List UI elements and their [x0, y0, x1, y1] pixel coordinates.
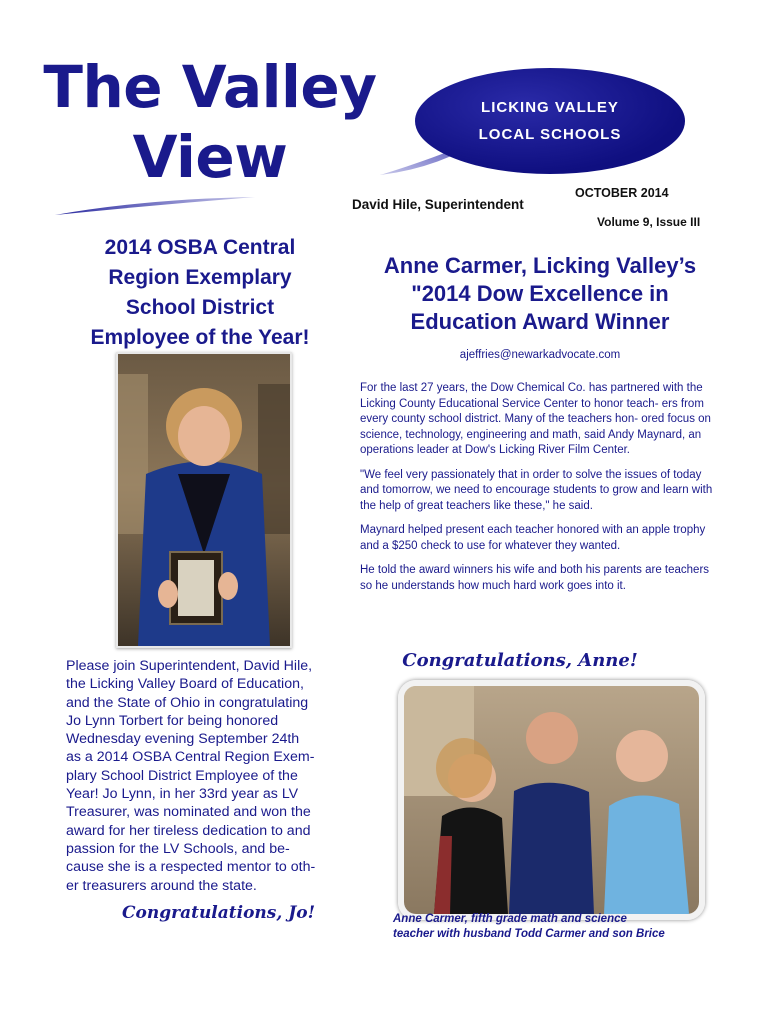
award-recipient-photo — [116, 352, 292, 648]
right-headline-line: "2014 Dow Excellence in — [411, 281, 669, 306]
caption-line: Anne Carmer, fifth grade math and science — [393, 913, 627, 925]
body-line: cause she is a respected mentor to oth- — [66, 859, 316, 876]
body-line: Treasurer, was nominated and won the — [66, 804, 311, 821]
issue-date: OCTOBER 2014 — [575, 186, 669, 200]
article-paragraph: He told the award winners his wife and both his parents are teachers so he understands how much hard work goes into it. — [360, 564, 710, 592]
body-line: Jo Lynn Torbert for being honored — [66, 712, 279, 729]
body-line: plary School District Employee of the — [66, 767, 298, 784]
article-paragraph: For the last 27 years, the Dow Chemical Co. has partnered with the Licking County Educational Service Center to honor teach- ers from every county school district. Many of the teachers hon- ored focus on science, technology, engineering and math, said Andy Maynard, an operations leader at Dow's Licking River Film Center. — [360, 382, 711, 456]
title-line-1: The Valley — [43, 53, 377, 121]
body-line: and the State of Ohio in congratulating — [66, 694, 309, 711]
congrats-jo: Congratulations, Jo! — [122, 903, 316, 923]
body-line: the Licking Valley Board of Education, — [66, 676, 304, 693]
body-line: award for her tireless dedication to and — [66, 822, 311, 839]
right-article-body — [360, 381, 720, 603]
family-photo — [398, 680, 705, 920]
congrats-anne: Congratulations, Anne! — [402, 650, 638, 671]
right-headline — [360, 252, 720, 336]
superintendent-name: David Hile, Superintendent — [352, 197, 524, 212]
body-line: Year! Jo Lynn, in her 33rd year as LV — [66, 786, 299, 803]
body-line: as a 2014 OSBA Central Region Exem- — [66, 749, 315, 766]
newsletter-title — [30, 52, 390, 192]
left-headline — [70, 233, 330, 353]
title-line-2: View — [132, 123, 288, 191]
right-headline-line: Education Award Winner — [410, 309, 670, 334]
left-headline-line: School District — [125, 296, 275, 319]
district-badge — [415, 68, 685, 174]
right-headline-line: Anne Carmer, Licking Valley’s — [383, 253, 697, 278]
left-headline-line: 2014 OSBA Central — [104, 236, 296, 259]
left-article-body — [66, 657, 338, 895]
body-line: Please join Superintendent, David Hile, — [66, 658, 313, 674]
caption-line: teacher with husband Todd Carmer and son Brice — [393, 928, 665, 940]
issue-volume: Volume 9, Issue III — [597, 215, 701, 229]
body-line: Wednesday evening September 24th — [66, 731, 300, 748]
badge-line-2: LOCAL SCHOOLS — [478, 126, 622, 143]
left-headline-line: Employee of the Year! — [90, 326, 310, 349]
author-email: ajeffries@newarkadvocate.com — [459, 349, 621, 361]
left-headline-line: Region Exemplary — [108, 266, 292, 289]
family-illustration — [404, 686, 699, 914]
body-line: er treasurers around the state. — [66, 877, 257, 894]
award-recipient-illustration — [118, 354, 290, 646]
badge-line-1: LICKING VALLEY — [481, 99, 619, 116]
article-paragraph: "We feel very passionately that in order to solve the issues of today and tomorrow, we need to encourage students to grow and learn with the help of great teachers like these," he said. — [360, 468, 713, 512]
article-paragraph: Maynard helped present each teacher honored with an apple trophy and a $250 check to use for whatever they wanted. — [360, 524, 706, 552]
body-line: passion for the LV Schools, and be- — [66, 840, 290, 857]
masthead-swoosh — [55, 195, 255, 217]
photo-caption — [393, 912, 713, 942]
